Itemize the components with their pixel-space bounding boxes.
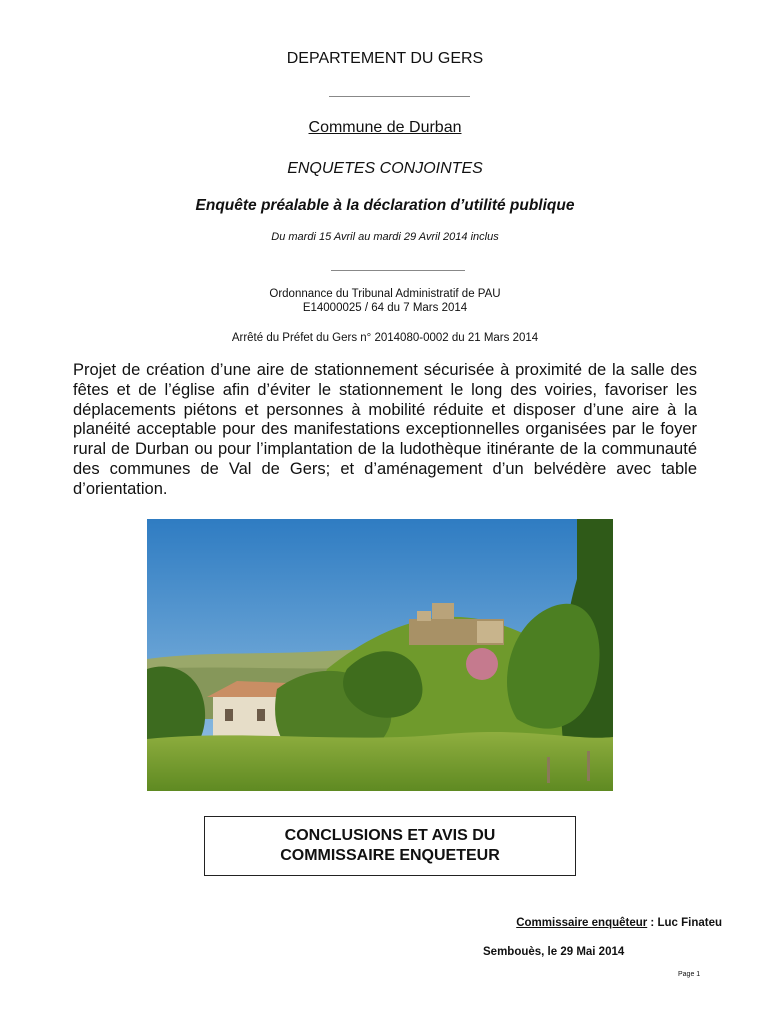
separator-line xyxy=(331,270,465,271)
conclusions-line-2: COMMISSAIRE ENQUETEUR xyxy=(280,847,500,864)
commissaire-name: Luc Finateu xyxy=(657,917,722,929)
enquete-dates: Du mardi 15 Avril au mardi 29 Avril 2014 inclus xyxy=(271,231,499,243)
commissaire-signature-line xyxy=(516,917,722,929)
enquete-subtitle: Enquête préalable à la déclaration d’utilité publique xyxy=(195,197,575,214)
durban-landscape-photo xyxy=(147,519,613,791)
department-title: DEPARTEMENT DU GERS xyxy=(286,50,484,67)
project-description: Projet de création d’une aire de stationnement sécurisée à proximité de la salle des fêtes et de l’église afin d’éviter le stationnement le long des voiries, favoriser les déplacements piétons et personnes à mobilité réduite et disposer d’une aire à la planéité acceptable pour des manifestations exceptionnelles organisées par le foyer rural de Durban ou pour l’implantation de la ludothèque itinérante de la communauté des communes de Val de Gers; et d’aménagement d’un belvédère avec table d’orientation. xyxy=(73,361,697,498)
commissaire-label: Commissaire enquêteur xyxy=(516,917,648,929)
page-number: Page 1 xyxy=(678,971,701,978)
enquetes-title: ENQUETES CONJOINTES xyxy=(287,160,483,177)
commune-title: Commune de Durban xyxy=(308,119,462,136)
conclusions-line-1: CONCLUSIONS ET AVIS DU xyxy=(284,827,496,844)
conclusions-box xyxy=(204,816,576,876)
commissaire-separator: : xyxy=(647,917,658,929)
separator-line xyxy=(329,96,470,97)
ordonnance-line-2: E14000025 / 64 du 7 Mars 2014 xyxy=(302,302,468,314)
ordonnance-line-1: Ordonnance du Tribunal Administratif de PAU xyxy=(269,288,501,300)
arrete-prefet: Arrêté du Préfet du Gers n° 2014080-0002 du 21 Mars 2014 xyxy=(231,332,539,344)
place-date: Sembouès, le 29 Mai 2014 xyxy=(483,946,625,958)
